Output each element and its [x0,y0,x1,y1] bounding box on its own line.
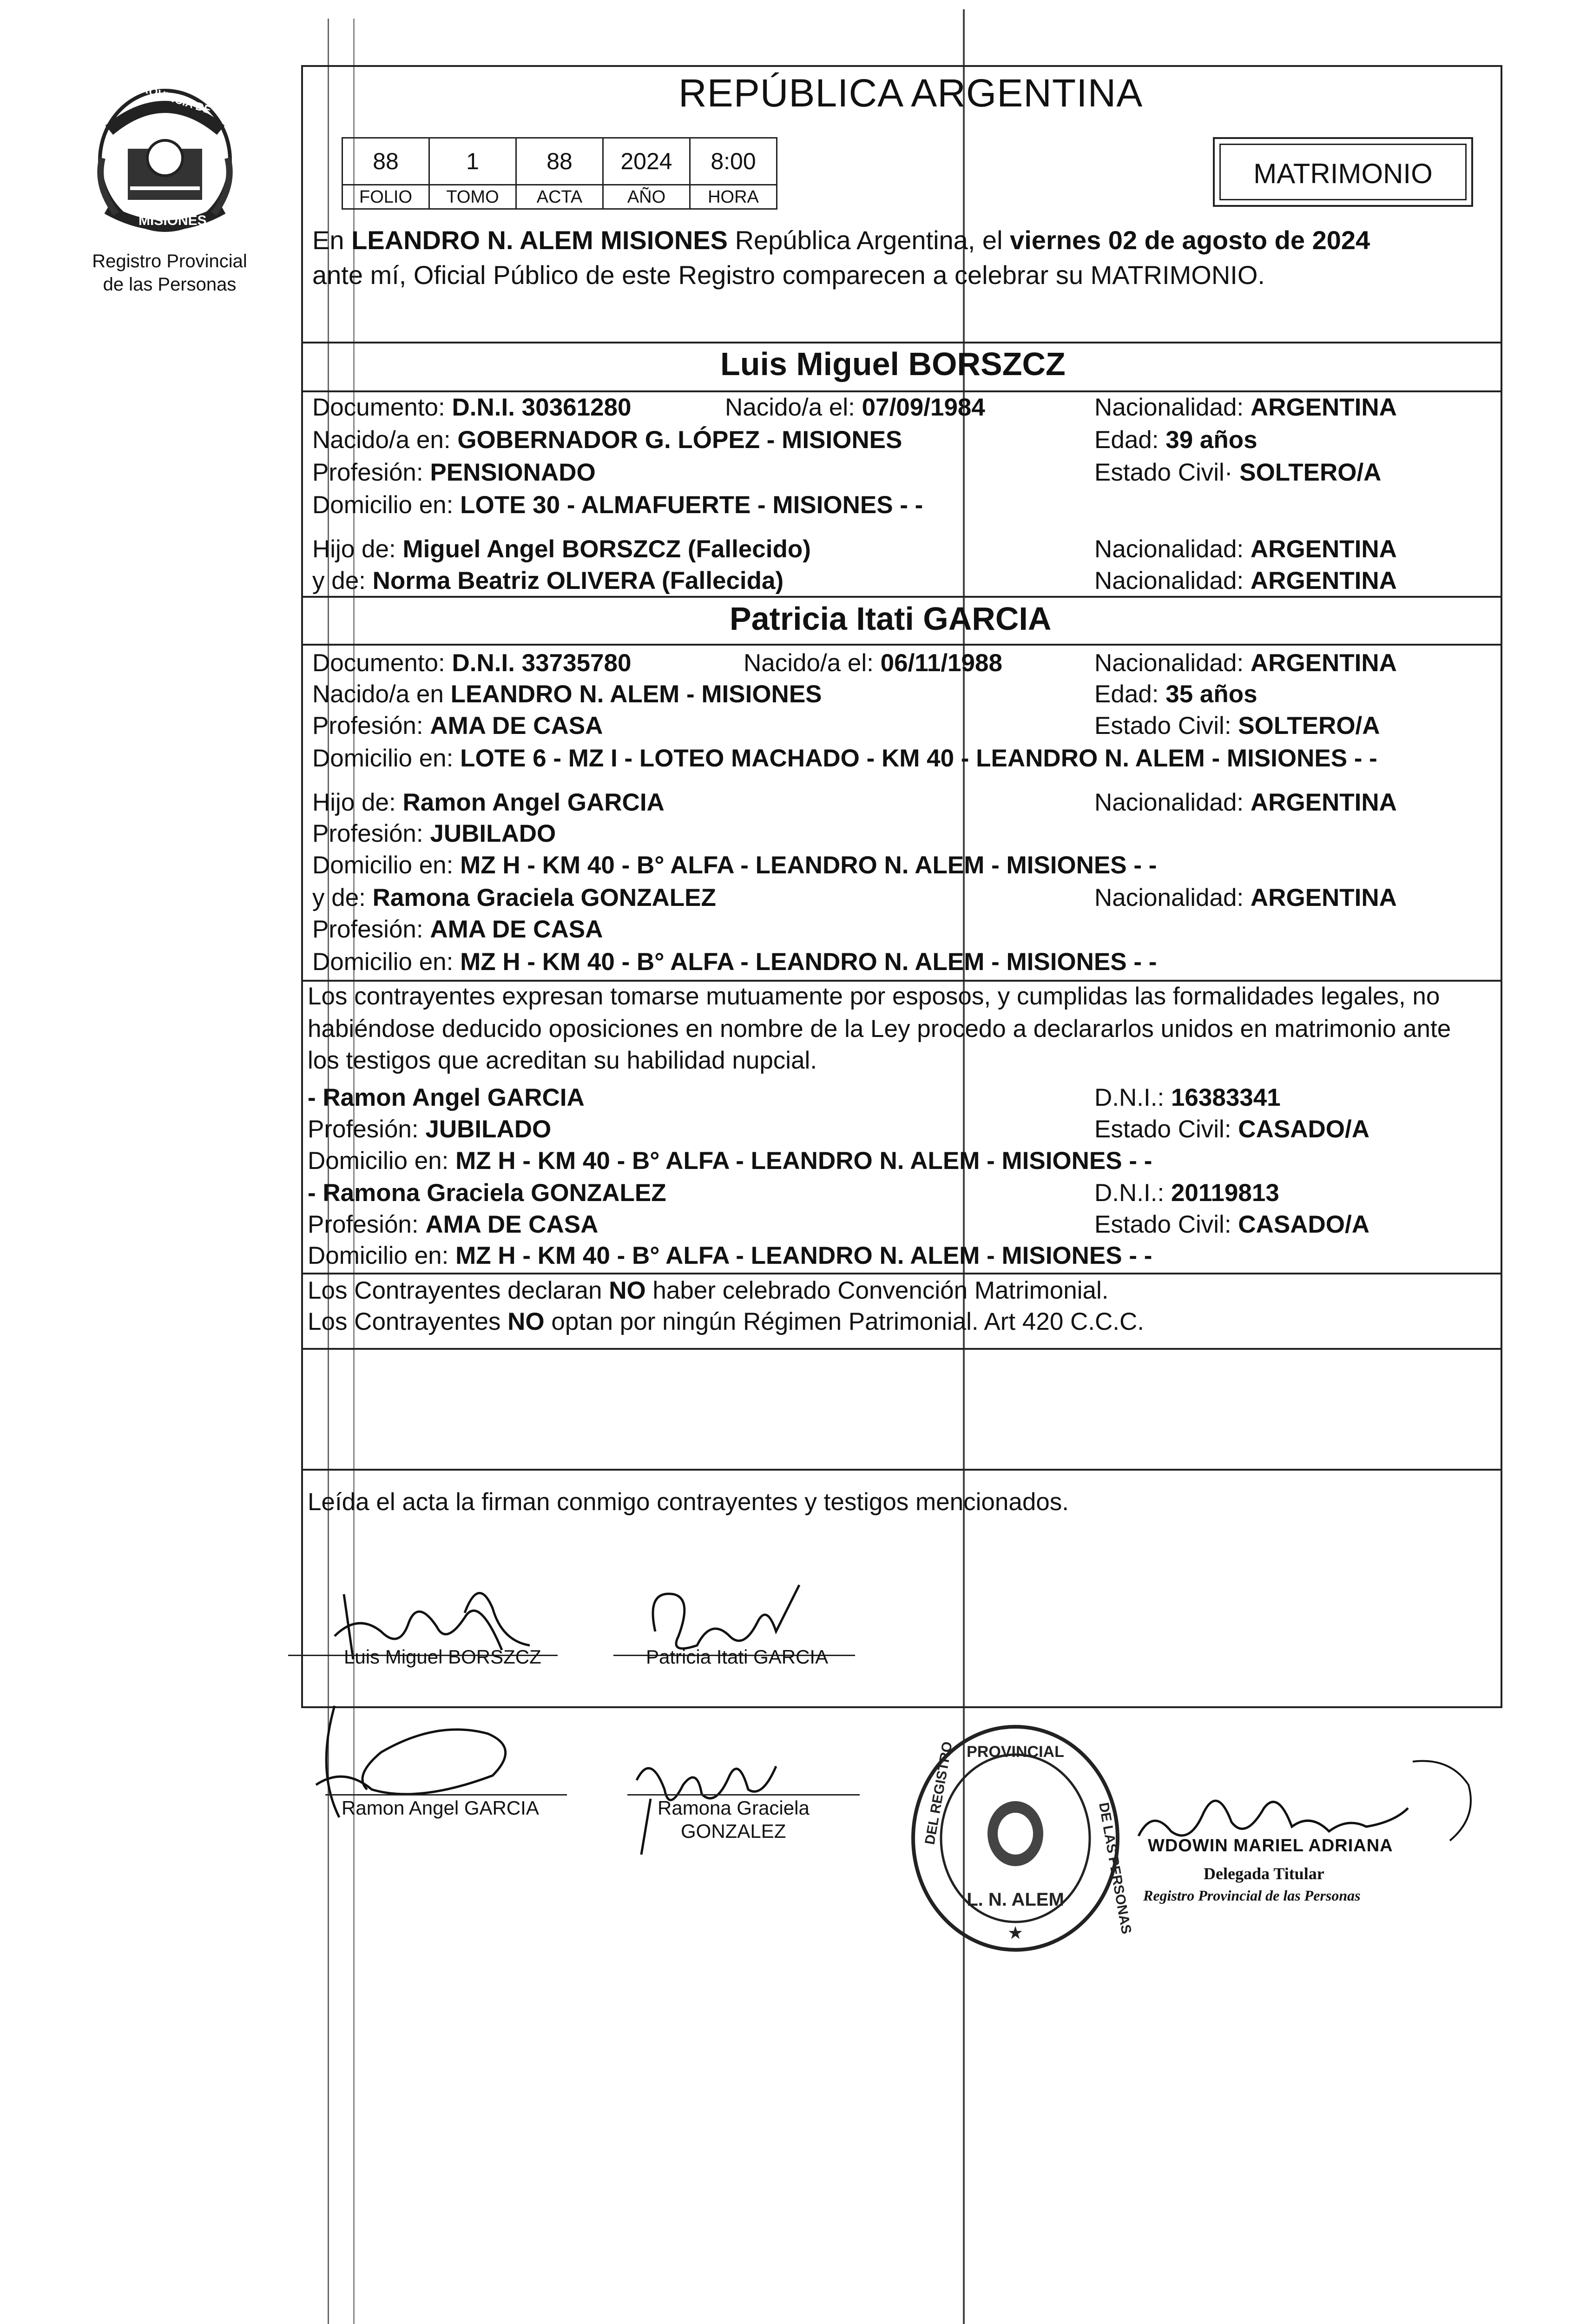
declaration-line-3: los testigos que acreditan su habilidad nupcial. [308,1047,817,1074]
spouse2-row-father-addr [312,851,1157,880]
witness1-dni-row [1094,1083,1281,1113]
spouse2-row-prof [312,711,603,741]
witness2-civil-row [1094,1210,1369,1240]
record-type-box [1213,137,1473,207]
record-acta: 88 [515,137,604,185]
spouse1-doc-label: Documento: [312,394,445,421]
witness2-name: - Ramona Graciela GONZALEZ [308,1179,666,1207]
divider-1 [302,342,1502,343]
signature-label-spouse2: Patricia Itati GARCIA [646,1646,829,1668]
official-title: Delegada Titular [1204,1864,1324,1883]
spouse2-place-label: Nacido/a en [312,680,444,708]
svg-text:★: ★ [1008,1924,1023,1942]
spouse2-name: Patricia Itati GARCIA [730,601,1052,637]
convention-2b: NO [507,1308,545,1335]
spouse2-father-prof-label: Profesión: [312,820,423,847]
spouse2-mother: Ramona Graciela GONZALEZ [372,884,716,911]
spouse1-row-addr [312,490,923,520]
convention-1a: Los Contrayentes declaran [308,1277,602,1304]
spouse2-nat: ARGENTINA [1250,649,1397,677]
witness1-dni: 16383341 [1171,1084,1281,1111]
spouse2-age: 35 años [1165,680,1257,708]
divider-8 [302,1469,1502,1471]
record-folio-label: FOLIO [342,184,430,210]
spouse1-row-civil [1094,458,1381,488]
page-title: REPÚBLICA ARGENTINA [678,71,1143,115]
witness2-prof-label: Profesión: [308,1211,419,1238]
witness1-addr-label: Domicilio en: [308,1147,449,1175]
witness2-civil-label: Estado Civil: [1094,1211,1231,1238]
spouse2-civil: SOLTERO/A [1238,712,1380,739]
spouse1-prof: PENSIONADO [430,459,596,486]
record-ano-label: AÑO [602,184,691,210]
spouse1-addr: LOTE 30 - ALMAFUERTE - MISIONES - - [460,491,923,519]
spouse2-mother-prof: AMA DE CASA [430,916,603,943]
witness2-dni-row [1094,1178,1279,1208]
spouse1-row-mother-nat [1094,566,1397,596]
spouse2-prof: AMA DE CASA [430,712,603,739]
witness1-name: - Ramon Angel GARCIA [308,1084,585,1111]
intro-mid: República Argentina, el [735,225,1003,255]
record-hora: 8:00 [689,137,777,185]
convention-line-2 [308,1307,1144,1337]
spouse1-father-nat: ARGENTINA [1250,535,1397,563]
record-hora-label: HORA [689,184,777,210]
spouse2-father-label: Hijo de: [312,789,396,816]
spouse1-civil: SOLTERO/A [1239,459,1382,486]
spouse2-mother-nat-label: Nacionalidad: [1094,884,1244,911]
spouse2-row-addr [312,744,1377,773]
spouse2-row-mother-prof [312,915,603,944]
spouse1-mother: Norma Beatriz OLIVERA (Fallecida) [372,567,784,594]
signature-label-spouse1: Luis Miguel BORSZCZ [344,1646,541,1668]
spouse2-row-age [1094,680,1257,709]
spouse1-row-prof [312,458,596,488]
spouse1-prof-label: Profesión: [312,459,423,486]
witness2-addr-label: Domicilio en: [308,1242,449,1269]
spouse1-row-doc [312,393,631,423]
spouse2-born-label: Nacido/a el: [744,649,874,677]
divider-7 [302,1348,1502,1350]
spouse1-father: Miguel Angel BORSZCZ (Fallecido) [402,535,811,563]
spouse2-doc: D.N.I. 33735780 [452,649,632,677]
spouse2-row-doc [312,648,631,678]
spouse1-civil-label: Estado Civil· [1094,459,1233,486]
declaration-line-2: habiéndose deducido oposiciones en nombre de la Ley procedo a declararlos unidos en matrimonio ante [308,1015,1451,1043]
witness2-dni-label: D.N.I.: [1094,1179,1165,1207]
spouse1-row-mother [312,566,783,596]
spouse1-nat: ARGENTINA [1250,394,1397,421]
spouse2-father-prof: JUBILADO [430,820,556,847]
svg-text:PROVINCIAL: PROVINCIAL [967,1743,1064,1761]
spouse2-prof-label: Profesión: [312,712,423,739]
logo [88,79,242,237]
spouse1-addr-label: Domicilio en: [312,491,454,519]
spouse1-row-born [725,393,985,423]
signature-label-witness2-1: Ramona Graciela [658,1797,810,1819]
witness1-addr-row [308,1146,1152,1176]
spouse2-mother-nat: ARGENTINA [1250,884,1397,911]
convention-2c: optan por ningún Régimen Patrimonial. Art 420 C.C.C. [551,1308,1145,1335]
spouse2-row-mother [312,883,716,913]
spouse1-mother-label: y de: [312,567,366,594]
witness1-prof: JUBILADO [425,1116,552,1143]
spouse1-place: GOBERNADOR G. LÓPEZ - MISIONES [457,426,902,454]
spouse1-name: Luis Miguel BORSZCZ [720,346,1066,382]
record-acta-label: ACTA [515,184,604,210]
witness1-civil-row [1094,1115,1369,1144]
record-ano: 2024 [602,137,691,185]
spouse2-mother-addr-label: Domicilio en: [312,948,454,976]
spouse1-father-label: Hijo de: [312,535,396,563]
svg-text:DE LAS PERSONAS: DE LAS PERSONAS [1096,1801,1134,1935]
spouse1-row-age [1094,425,1257,455]
spouse1-born-label: Nacido/a el: [725,394,855,421]
signature-label-witness1: Ramon Angel GARCIA [342,1797,539,1819]
signature-line-witness2 [627,1794,860,1796]
spouse1-row-nat [1094,393,1397,423]
closing-text: Leída el acta la firman conmigo contrayentes y testigos mencionados. [308,1488,1069,1516]
intro-line-1 [312,225,1370,255]
spouse2-mother-prof-label: Profesión: [312,916,423,943]
record-folio: 88 [342,137,430,185]
spouse2-row-mother-addr [312,947,1157,977]
witness2-dni: 20119813 [1171,1179,1279,1207]
spouse2-row-father [312,788,665,818]
registry-seal-icon [906,1720,1134,1957]
spouse2-addr: LOTE 6 - MZ I - LOTEO MACHADO - KM 40 - LEANDRO N. ALEM - MISIONES - - [460,745,1377,772]
spouse1-row-father-nat [1094,535,1397,564]
divider-2 [302,390,1502,392]
record-table [342,137,783,211]
spouse2-row-father-nat [1094,788,1397,818]
spouse1-mother-nat-label: Nacionalidad: [1094,567,1244,594]
spouse2-father-addr: MZ H - KM 40 - B° ALFA - LEANDRO N. ALEM - MISIONES - - [460,852,1157,879]
record-type: MATRIMONIO [1253,158,1433,189]
official-office: Registro Provincial de las Personas [1143,1887,1361,1904]
witness2-civil: CASADO/A [1238,1211,1369,1238]
spouse1-age: 39 años [1165,426,1257,454]
spouse2-place: LEANDRO N. ALEM - MISIONES [450,680,822,708]
witness1-prof-row [308,1115,551,1144]
spouse2-addr-label: Domicilio en: [312,745,454,772]
spouse1-nat-label: Nacionalidad: [1094,394,1244,421]
divider-3 [302,596,1502,598]
convention-line-1 [308,1276,1108,1306]
record-tomo: 1 [428,137,517,185]
spouse1-row-place [312,425,902,455]
intro-line-2: ante mí, Oficial Público de este Registro comparecen a celebrar su MATRIMONIO. [312,260,1265,290]
spouse2-born: 06/11/1988 [880,649,1002,677]
divider-6 [302,1273,1502,1274]
official-name: WDOWIN MARIEL ADRIANA [1148,1836,1393,1855]
witness1-civil-label: Estado Civil: [1094,1116,1231,1143]
spouse2-row-nat [1094,648,1397,678]
witness1-dni-label: D.N.I.: [1094,1084,1165,1111]
logo-caption-1: Registro Provincial [92,251,247,271]
witness2-addr: MZ H - KM 40 - B° ALFA - LEANDRO N. ALEM - MISIONES - - [455,1242,1152,1269]
spouse2-row-mother-nat [1094,883,1397,913]
logo-bottom-text: MISIONES [138,213,207,228]
spouse2-row-born [744,648,1002,678]
witness1-addr: MZ H - KM 40 - B° ALFA - LEANDRO N. ALEM - MISIONES - - [455,1147,1152,1175]
witness1-civil: CASADO/A [1238,1116,1369,1143]
spouse1-born: 07/09/1984 [862,394,985,421]
spouse2-father-nat: ARGENTINA [1250,789,1397,816]
spouse2-age-label: Edad: [1094,680,1159,708]
logo-caption-2: de las Personas [103,274,237,295]
spouse2-row-place [312,680,822,709]
spouse2-mother-label: y de: [312,884,366,911]
spouse2-row-civil [1094,711,1380,741]
spouse1-doc: D.N.I. 30361280 [452,394,632,421]
witness2-prof: AMA DE CASA [425,1211,599,1238]
official-seal [906,1720,1134,1957]
convention-2a: Los Contrayentes [308,1308,501,1335]
convention-1b: NO [609,1277,646,1304]
witness1-prof-label: Profesión: [308,1116,419,1143]
svg-text:DEL REGISTRO: DEL REGISTRO [922,1740,955,1846]
signature-label-witness2-2: GONZALEZ [681,1820,786,1842]
signature-line-witness1 [325,1794,567,1796]
spouse2-doc-label: Documento: [312,649,445,677]
intro-place: LEANDRO N. ALEM MISIONES [351,225,728,255]
spouse2-civil-label: Estado Civil: [1094,712,1231,739]
divider-4 [302,644,1502,646]
spouse2-mother-addr: MZ H - KM 40 - B° ALFA - LEANDRO N. ALEM - MISIONES - - [460,948,1157,976]
logo-arc-text: PROVINCIA DE [132,80,213,117]
intro-prefix: En [312,225,344,255]
convention-1c: haber celebrado Convención Matrimonial. [652,1277,1109,1304]
intro-date: viernes 02 de agosto de 2024 [1010,225,1370,255]
spouse1-father-nat-label: Nacionalidad: [1094,535,1244,563]
spouse1-place-label: Nacido/a en: [312,426,451,454]
witness2-addr-row [308,1241,1152,1271]
spouse2-row-father-prof [312,819,556,849]
svg-text:L. N. ALEM: L. N. ALEM [967,1889,1064,1910]
spouse1-mother-nat: ARGENTINA [1250,567,1397,594]
spouse1-age-label: Edad: [1094,426,1159,454]
record-tomo-label: TOMO [428,184,517,210]
declaration-line-1: Los contrayentes expresan tomarse mutuamente por esposos, y cumplidas las formalidades legales, no [308,983,1440,1010]
witness2-prof-row [308,1210,598,1240]
spouse1-row-father [312,535,811,564]
spouse2-father-nat-label: Nacionalidad: [1094,789,1244,816]
spouse2-nat-label: Nacionalidad: [1094,649,1244,677]
spouse2-father: Ramon Angel GARCIA [402,789,665,816]
spouse2-father-addr-label: Domicilio en: [312,852,454,879]
